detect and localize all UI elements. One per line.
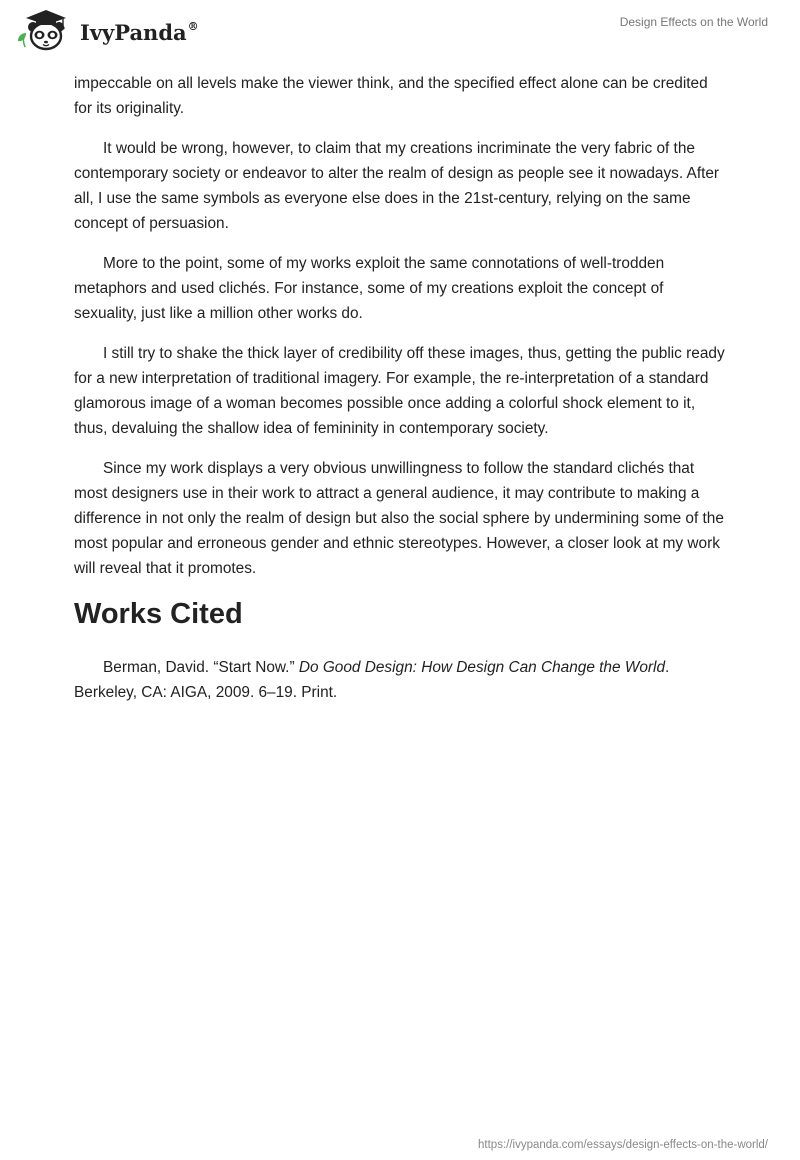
- brand-name[interactable]: [80, 20, 199, 45]
- paragraph: I still try to shake the thick layer of credibility off these images, thus, getting the public ready for a new interpretation of traditional imagery. For example, the re-interpretation of a standard glamorous image of a woman becomes possible once adding a colorful shock element to it, thus, devaluing the shallow idea of femininity in contemporary society.: [74, 345, 725, 437]
- works-cited-heading: Works Cited: [74, 598, 243, 630]
- source-url[interactable]: https://ivypanda.com/essays/design-effects-on-the-world/: [478, 1139, 768, 1151]
- citation-publication: . Berkeley, CA: AIGA, 2009. 6–19. Print.: [74, 659, 670, 701]
- essay-body: [74, 71, 728, 705]
- paragraph: More to the point, some of my works exploit the same connotations of well-trodden metaphors and used clichés. For instance, some of my creations exploit the concept of sexuality, just like a million other works do.: [74, 255, 665, 322]
- document-title: Design Effects on the World: [619, 15, 768, 29]
- paragraph: Since my work displays a very obvious unwillingness to follow the standard clichés that most designers use in their work to attract a general audience, it may contribute to making a difference in not only the realm of design but also the social sphere by undermining some of the most popular and erroneous gender and ethnic stereotypes. However, a closer look at my work will reveal that it promotes.: [74, 460, 724, 577]
- page-header: [0, 0, 800, 60]
- paragraph: impeccable on all levels make the viewer think, and the specified effect alone can be credited for its originality.: [74, 75, 708, 117]
- paragraph: It would be wrong, however, to claim that my creations incriminate the very fabric of the contemporary society or endeavor to alter the realm of design as people see it nowadays. After all, I use the same symbols as everyone else does in the 21st-century, relying on the same concept of persuasion.: [74, 140, 720, 232]
- citation-author-title: Berman, David. “Start Now.”: [103, 659, 299, 676]
- panda-graduate-icon[interactable]: [14, 7, 78, 51]
- citation-book-title: Do Good Design: How Design Can Change the World: [298, 659, 666, 676]
- registered-mark: ®: [187, 20, 199, 33]
- brand-text: IvyPanda: [80, 20, 187, 45]
- citation-entry: [74, 655, 728, 705]
